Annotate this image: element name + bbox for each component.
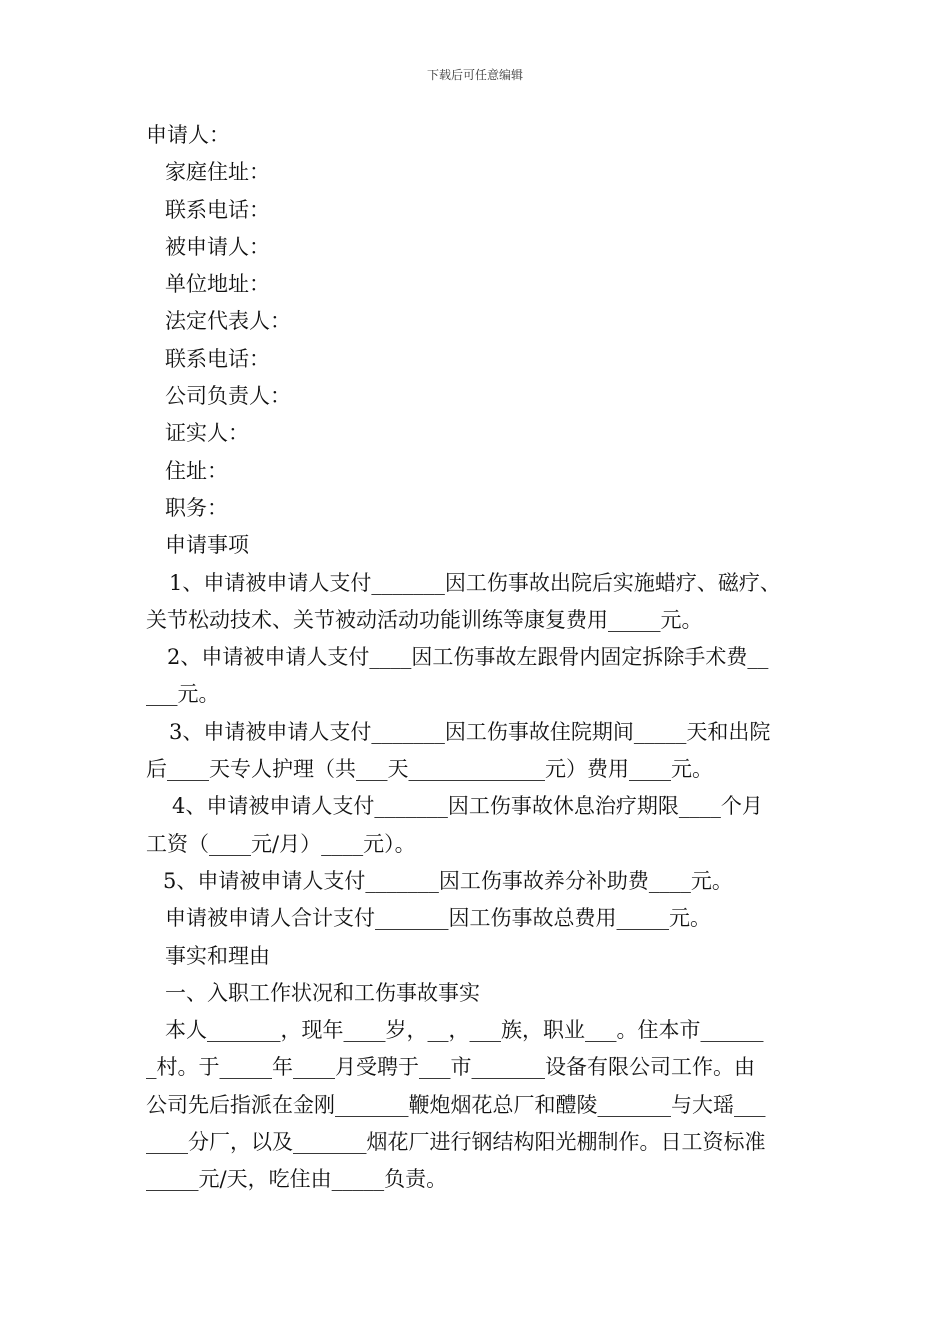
witness-position-label: 职务： (165, 495, 228, 520)
request-3-line-2: 后____天专人护理（共___天_____________元）费用____元。 (146, 757, 713, 782)
request-1-line-2: 关节松动技术、关节被动活动功能训练等康复费用_____元。 (146, 607, 703, 632)
request-total-line: 申请被申请人合计支付_______因工伤事故总费用_____元。 (165, 906, 711, 931)
facts-paragraph-line-2: _村。于_____年____月受聘于___市_______设备有限公司工作。由 (146, 1055, 755, 1080)
page-header-note: 下载后可任意编辑 (426, 68, 523, 82)
facts-paragraph-line-3: 公司先后指派在金刚_______鞭炮烟花总厂和醴陵_______与大瑶___ (146, 1092, 766, 1117)
facts-reasons-heading: 事实和理由 (165, 943, 270, 968)
applicant-phone-label: 联系电话： (165, 197, 270, 222)
request-4-line-1: 4、申请被申请人支付_______因工伤事故休息治疗期限____个月 (172, 794, 763, 819)
applicant-label: 申请人： (146, 123, 230, 147)
respondent-label: 被申请人： (165, 234, 270, 259)
facts-paragraph-line-5: _____元/天，吃住由_____负责。 (146, 1167, 448, 1192)
home-address-label: 家庭住址： (165, 160, 270, 185)
company-address-label: 单位地址： (165, 272, 270, 297)
legal-representative-label: 法定代表人： (165, 309, 291, 334)
request-2-line-2: ___元。 (146, 682, 220, 707)
respondent-phone-label: 联系电话： (165, 346, 270, 371)
facts-paragraph-line-1: 本人_______，现年____岁，__，___族，职业___。住本市______ (165, 1018, 764, 1043)
request-5-line: 5、申请被申请人支付_______因工伤事故养分补助费____元。 (163, 868, 733, 893)
witness-address-label: 住址： (165, 458, 228, 483)
request-4-line-2: 工资（____元/月）____元）。 (146, 831, 416, 856)
document-body (146, 117, 811, 1199)
request-3-line-1: 3、申请被申请人支付_______因工伤事故住院期间_____天和出院 (169, 719, 771, 744)
witness-label: 证实人： (165, 421, 249, 446)
request-1-line-1: 1、申请被申请人支付_______因工伤事故出院后实施蜡疗、磁疗、 (169, 570, 781, 595)
facts-paragraph-line-4: ____分厂，以及_______烟花厂进行钢结构阳光棚制作。日工资标准 (146, 1130, 766, 1155)
request-2-line-1: 2、申请被申请人支付____因工伤事故左跟骨内固定拆除手术费__ (167, 645, 769, 670)
requests-heading: 申请事项 (165, 533, 249, 558)
company-manager-label: 公司负责人： (165, 384, 291, 409)
section-1-heading: 一、入职工作状况和工伤事故事实 (165, 980, 480, 1005)
